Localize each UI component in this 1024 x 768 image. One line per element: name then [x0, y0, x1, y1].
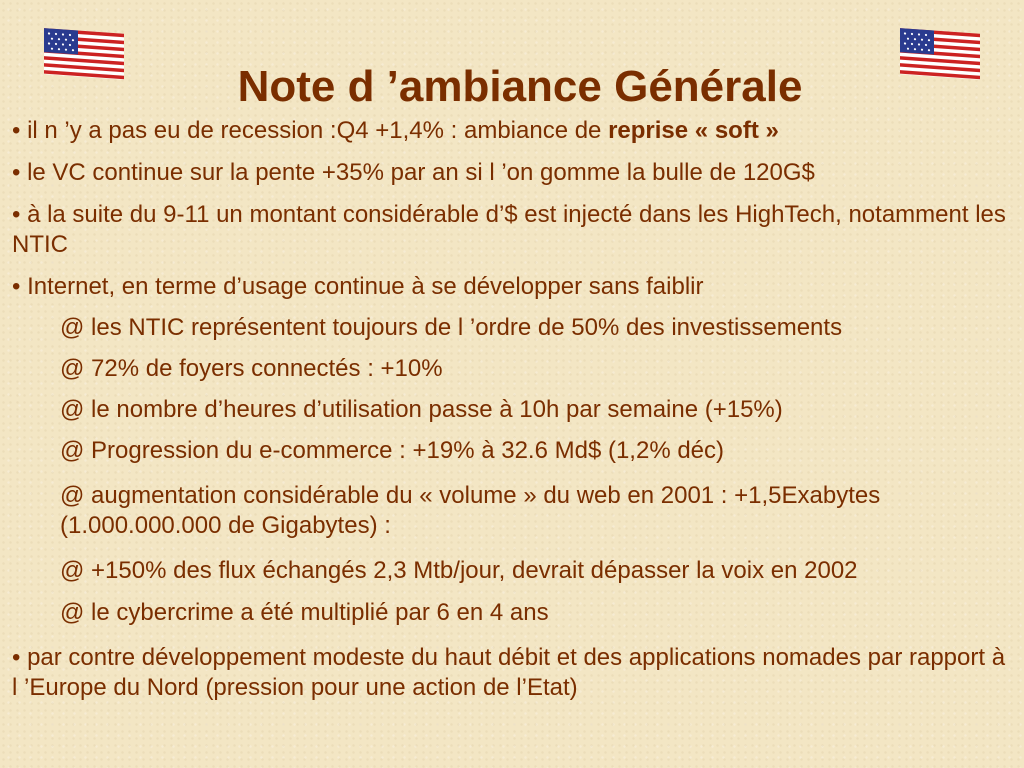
bullet-text: • il n ’y a pas eu de recession :Q4 +1,4% : ambiance de [12, 117, 609, 144]
bullet-recession [12, 116, 1017, 146]
sub-bullet-ecommerce: @ Progression du e-commerce : +19% à 32.6 Md$ (1,2% déc) [60, 437, 725, 464]
sub-bullet-cybercrime: @ le cybercrime a été multiplié par 6 en 4 ans [60, 599, 549, 626]
sub-bullet-flux: @ +150% des flux échangés 2,3 Mtb/jour, devrait dépasser la voix en 2002 [60, 557, 858, 584]
slide-body [12, 116, 1017, 703]
sub-bullet-foyers: @ 72% de foyers connectés : +10% [60, 355, 443, 382]
us-flag-icon [898, 26, 982, 80]
bullet-bold-text: reprise « soft » [608, 117, 779, 144]
bullet-vc: • le VC continue sur la pente +35% par an si l ’on gomme la bulle de 120G$ [12, 159, 815, 186]
sub-bullet-ntic: @ les NTIC représentent toujours de l ’ordre de 50% des investissements [60, 314, 843, 341]
sub-bullet-heures: @ le nombre d’heures d’utilisation passe à 10h par semaine (+15%) [60, 396, 783, 423]
sub-bullet-volume: @ augmentation considérable du « volume » du web en 2001 : +1,5Exabytes (1.000.000.000 de Gigabytes) : [60, 482, 881, 539]
bullet-post-911: • à la suite du 9-11 un montant considérable d’$ est injecté dans les HighTech, notamment les NTIC [12, 201, 1006, 258]
bullet-internet: • Internet, en terme d’usage continue à se développer sans faiblir [12, 273, 704, 300]
slide-title: Note d ’ambiance Générale [237, 62, 803, 112]
bullet-haut-debit: • par contre développement modeste du haut débit et des applications nomades par rapport à l ’Europe du Nord (pression pour une action de l’Etat) [12, 644, 1006, 701]
